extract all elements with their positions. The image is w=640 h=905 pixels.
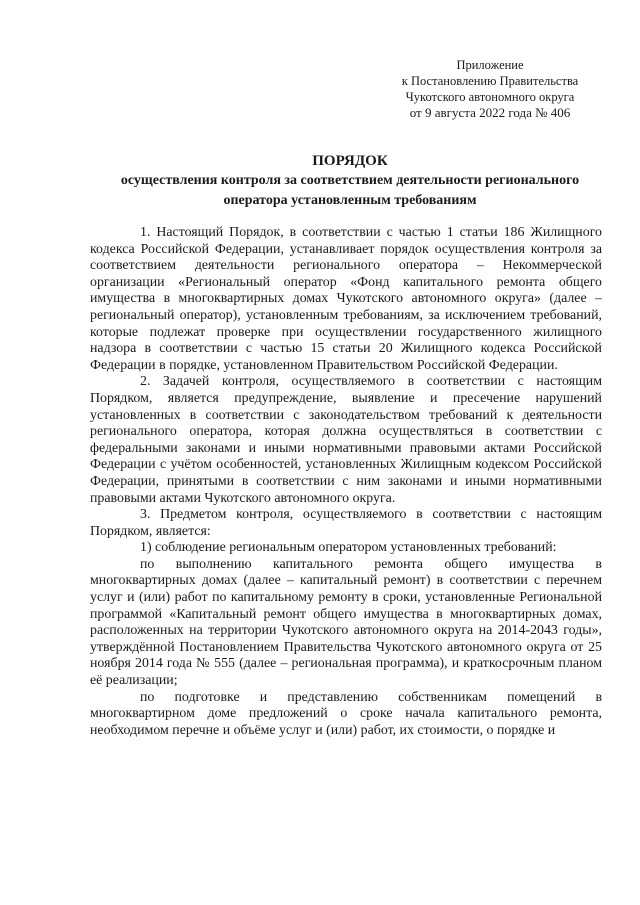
paragraph-3-item-1: 1) соблюдение региональным оператором установленных требований: bbox=[140, 540, 557, 556]
appendix-line-1: Приложение bbox=[456, 58, 524, 72]
appendix-block bbox=[380, 57, 600, 121]
appendix-line-2: к Постановлению Правительства bbox=[401, 74, 579, 88]
appendix-line-4: от 9 августа 2022 года № 406 bbox=[409, 105, 571, 120]
appendix-line-3: Чукотского автономного округа bbox=[405, 90, 575, 104]
paragraph-2: 2. Задачей контроля, осуществляемого в соответствии с настоящим Порядком, является предупреждение, выявление и пресечение нарушений установленных в соответствии с законодательством требований к деятельности регионального оператора, которая должна осуществляться в соответствии с федеральными законами и иными нормативными правовыми актами Российской Федерации с учётом особенностей, установленных Жилищным кодексом Российской Федерации, принятыми в соответствии с ним законами и иными нормативными правовыми актами Чукотского автономного округа. bbox=[90, 374, 602, 506]
document-body bbox=[90, 225, 602, 739]
title-line-2: осуществления контроля за соответствием деятельности регионального bbox=[120, 173, 580, 188]
title-line-1: ПОРЯДОК bbox=[312, 153, 388, 169]
paragraph-1: 1. Настоящий Порядок, в соответствии с частью 1 статьи 186 Жилищного кодекса Российской Федерации, устанавливает порядок осуществления контроля за соответствием деятельности регионального оператора – Некоммерческой организации «Региональный оператор «Фонд капитального ремонта общего имущества в многоквартирных домах Чукотского автономного округа» (далее – региональный оператор), установленным требованиям, за исключением требований, которые подлежат проверке при осуществлении государственного жилищного надзора в соответствии с частью 15 статьи 20 Жилищного кодекса Российской Федерации в порядке, установленном Правительством Российской Федерации. bbox=[90, 225, 602, 373]
title-line-3: оператора установленным требованиям bbox=[223, 193, 477, 208]
paragraph-3-item-1-a: по выполнению капитального ремонта общего имущества в многоквартирных домах (далее – капитальный ремонт) в соответствии с перечнем услуг и (или) работ по капитальному ремонту в сроки, установленные Региональной программой «Капитальный ремонт общего имущества в многоквартирных домах, расположенных на территории Чукотского автономного округа на 2014-2043 годы», утверждённой Постановлением Правительства Чукотского автономного округа от 25 ноября 2014 года № 555 (далее – региональная программа), и краткосрочным планом её реализации; bbox=[90, 556, 602, 689]
paragraph-3-item-1-b: по подготовке и представлению собственникам помещений в многоквартирном доме предложений о сроке начала капитального ремонта, необходимом перечне и объёме услуг и (или) работ, их стоимости, о порядке и bbox=[90, 689, 602, 738]
document-title bbox=[80, 151, 620, 211]
paragraph-3: 3. Предметом контроля, осуществляемого в соответствии с настоящим Порядком, является: bbox=[90, 507, 602, 539]
